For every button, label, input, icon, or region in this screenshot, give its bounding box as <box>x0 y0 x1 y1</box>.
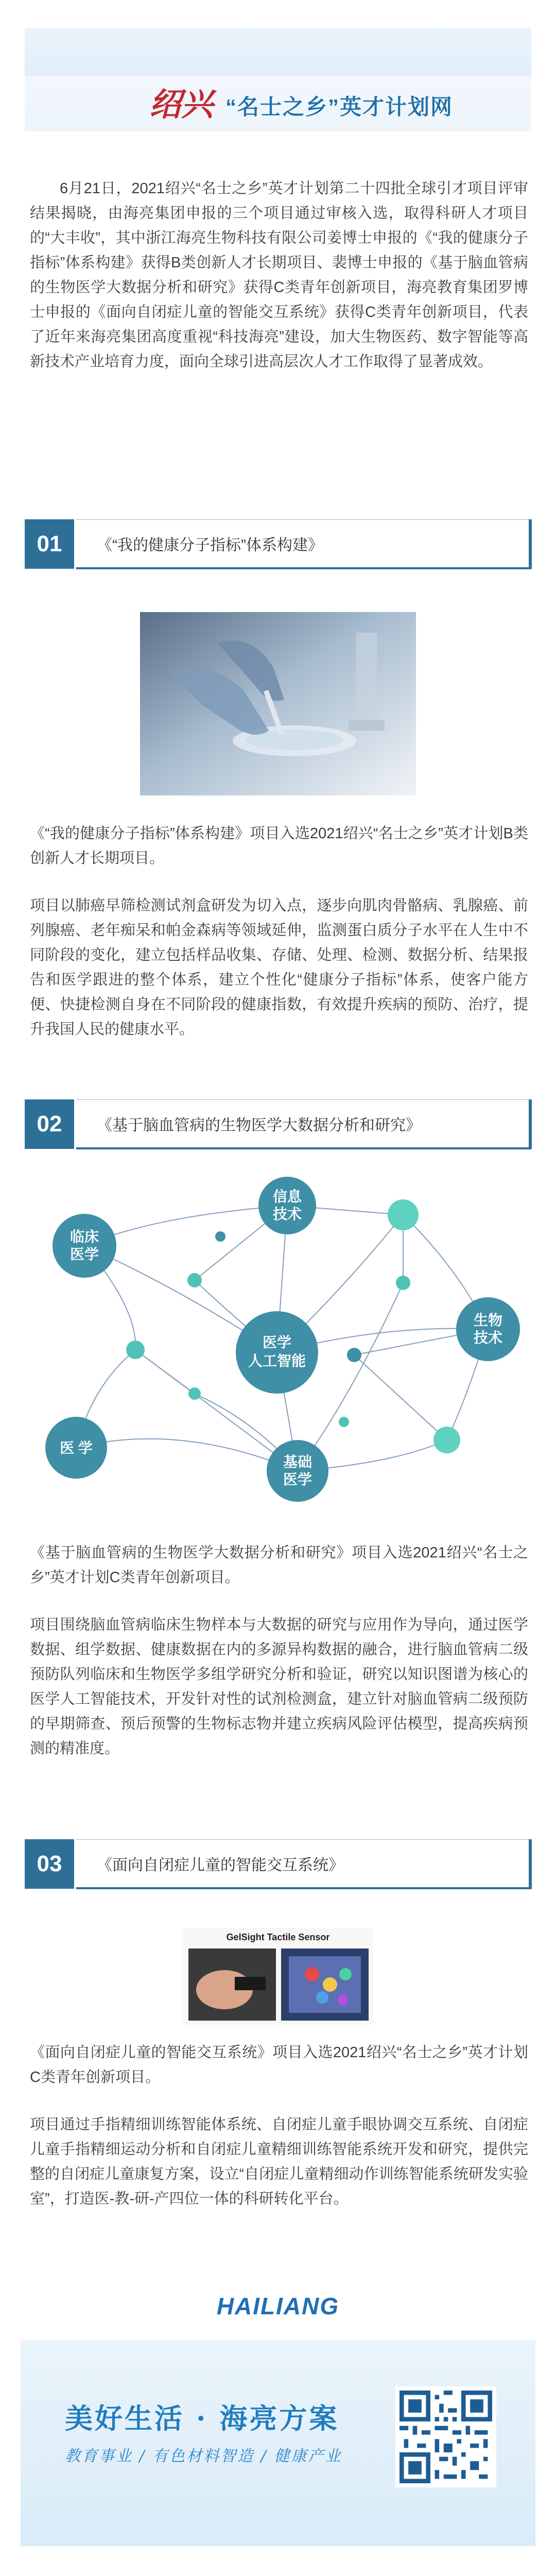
lab-photo <box>140 612 416 795</box>
footer-panel <box>21 2340 535 2546</box>
tactile-sensor-photo <box>183 1928 373 2025</box>
header-banner <box>25 28 531 131</box>
node-ai-line1: 医学 <box>262 1334 292 1350</box>
section-01-summary: 《“我的健康分子指标”体系构建》项目入选2021绍兴“名士之乡”英才计划B类创新人才长期项目。 <box>30 825 528 867</box>
section-title-box <box>76 519 531 569</box>
section-title: 《“我的健康分子指标”体系构建》 <box>97 537 323 554</box>
sensor-caption: GelSight Tactile Sensor <box>226 1932 330 1942</box>
section-02-body: 项目围绕脑血管病临床生物样本与大数据的研究与应用作为导向，通过医学数据、组学数据、健康数据在内的多源异构数据的融合，进行脑血管病二级预防队列临床和生物医学多组学研究分析和验证，研究以知识图谱为核心的医学人工智能技术，开发针对性的试剂检测盒，建立针对脑血管病二级预防的早期筛查、预后预警的生物标志物并建立疾病风险评估模型，提高疾病预测的精准度。 <box>30 1617 528 1757</box>
node-medicine: 医 学 <box>60 1440 93 1456</box>
qr-code-pattern <box>399 2391 492 2483</box>
network-svg <box>25 1154 531 1530</box>
node-basic-line1: 基础 <box>283 1454 312 1470</box>
section-01-body: 项目以肺癌早筛检测试剂盒研发为切入点，逐步向肌肉骨骼病、乳腺癌、前列腺癌、老年痴呆和帕金森病等领域延伸，监测蛋白质分子水平在人生中不同阶段的变化，建立包括样品收集、存储、处理、检测、数据分析、结果报告和医学跟进的整个体系，建立个性化“健康分子指标”体系，使客户能方便、快捷检测自身在不同阶段的健康指数，有效提升疾病的预防、治疗，提升我国人民的健康水平。 <box>30 897 528 1038</box>
medical-network-diagram <box>25 1154 531 1530</box>
node-basic-line2: 医学 <box>283 1471 312 1487</box>
section-03-body: 项目通过手指精细训练智能体系统、自闭症儿童手眼协调交互系统、自闭症儿童手指精细运动分析和自闭症儿童精细训练智能系统开发和研究，提供完整的自闭症儿童康复方案，设立“自闭症儿童精细动作训练智能系统研发实验室”，打造医-教-研-产四位一体的科研转化平台。 <box>30 2116 528 2207</box>
section-02-summary: 《基于脑血管病的生物医学大数据分析和研究》项目入选2021绍兴“名士之乡”英才计划C类青年创新项目。 <box>30 1545 528 1586</box>
section-header-01 <box>25 519 531 569</box>
section-number: 01 <box>25 519 74 569</box>
section-number: 03 <box>25 1839 74 1889</box>
footer-slogan: 美好生活 · 海亮方案 <box>65 2402 339 2435</box>
section-03-summary: 《面向自闭症儿童的智能交互系统》项目入选2021绍兴“名士之乡”英才计划C类青年创新项目。 <box>30 2044 528 2086</box>
section-title-box <box>76 1839 531 1889</box>
intro-paragraph: 6月21日，2021绍兴“名士之乡”英才计划第二十四批全球引才项目评审结果揭晓，由海亮集团申报的三个项目通过审核入选，取得科研人才项目的“大丰收”，其中浙江海亮生物科技有限公司姜博士申报的《“我的健康分子指标”体系构建》获得B类创新人才长期项目、裴博士申报的《基于脑血管病的生物医学大数据分析和研究》获得C类青年创新项目，海亮教育集团罗博士申报的《面向自闭症儿童的智能交互系统》获得C类青年创新项目，代表了近年来海亮集团高度重视“科技海亮”建设，加大生物医药、数字智能等高新技术产业培育力度，面向全球引进高层次人才工作取得了显著成效。 <box>30 180 528 370</box>
footer-tagline: 教育事业 / 有色材料智造 / 健康产业 <box>65 2447 342 2465</box>
section-title-box <box>76 1099 531 1149</box>
section-header-03 <box>25 1839 531 1889</box>
section-title: 《面向自闭症儿童的智能交互系统》 <box>97 1857 344 1874</box>
node-clinical-line2: 医学 <box>70 1246 99 1262</box>
node-info-line2: 技术 <box>272 1206 302 1222</box>
section-header-02 <box>25 1099 531 1149</box>
node-bio-line2: 技术 <box>473 1330 503 1346</box>
banner-title: “名士之乡”英才计划网 <box>225 95 454 119</box>
qr-code[interactable] <box>395 2386 496 2487</box>
node-clinical-line1: 临床 <box>70 1229 99 1245</box>
node-info-line1: 信息 <box>272 1189 302 1205</box>
node-ai-line2: 人工智能 <box>248 1353 306 1369</box>
section-number: 02 <box>25 1099 74 1149</box>
shaoxing-logo: 绍兴 <box>149 86 214 123</box>
section-title: 《基于脑血管病的生物医学大数据分析和研究》 <box>97 1117 421 1134</box>
lab-scene-image <box>140 612 416 795</box>
node-bio-line1: 生物 <box>473 1312 503 1328</box>
hailiang-logo: HAILIANG <box>216 2293 340 2319</box>
